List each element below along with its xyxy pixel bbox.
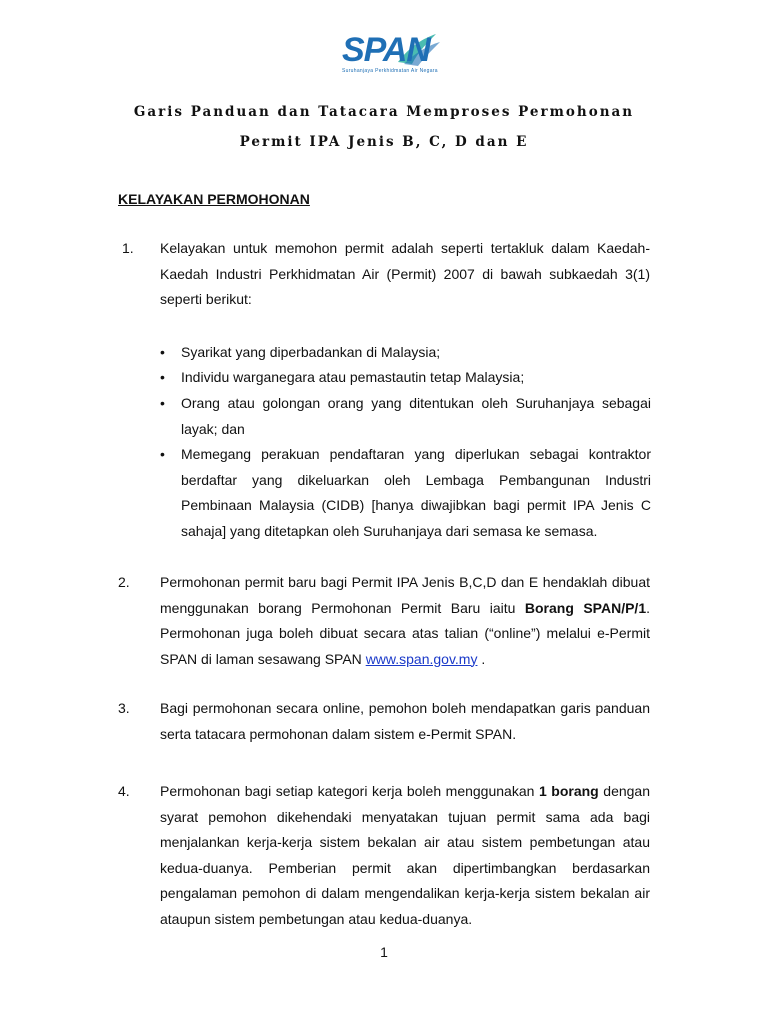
document-title-line-1: Garis Panduan dan Tatacara Memproses Permohonan bbox=[133, 104, 635, 120]
bullet-icon: • bbox=[160, 446, 165, 462]
section-heading: KELAYAKAN PERMOHONAN bbox=[118, 191, 310, 207]
paragraph-text: Permohonan permit baru bagi Permit IPA Jenis B,C,D dan E hendaklah dibuat menggunakan borang Permohonan Permit Baru iaitu Borang SPAN/P/1. Permohonan juga boleh dibuat secara atas talian (“online”) melalui e-Permit SPAN di laman sesawang SPAN www.span.gov.my . bbox=[160, 574, 650, 667]
page-number: 1 bbox=[380, 944, 388, 960]
bullet-icon: • bbox=[160, 369, 165, 385]
paragraph-number: 3. bbox=[118, 700, 130, 716]
list-item-text: Syarikat yang diperbadankan di Malaysia; bbox=[181, 344, 441, 360]
logo-wordmark: SPAN bbox=[342, 31, 430, 69]
paragraph-number: 2. bbox=[118, 574, 130, 590]
logo-tagline: Suruhanjaya Perkhidmatan Air Negara bbox=[342, 68, 438, 74]
form-reference: Borang SPAN/P/1 bbox=[524, 599, 647, 616]
bold-quantity: 1 borang bbox=[538, 783, 599, 799]
span-logo bbox=[338, 28, 450, 80]
document-title-line-2: Permit IPA Jenis B, C, D dan E bbox=[239, 134, 529, 150]
paragraph-text: Kelayakan untuk memohon permit adalah seperti tertakluk dalam Kaedah-Kaedah Industri Perkhidmatan Air (Permit) 2007 di bawah subkaedah 3(1) seperti berikut: bbox=[160, 240, 650, 307]
list-item-text: Individu warganegara atau pemastautin tetap Malaysia; bbox=[181, 369, 525, 385]
list-item-text: Memegang perakuan pendaftaran yang diperlukan sebagai kontraktor berdaftar yang dikeluarkan oleh Lembaga Pembangunan Industri Pembinaan Malaysia (CIDB) [hanya diwajibkan bagi permit IPA Jenis C sahaja] yang ditetapkan oleh Suruhanjaya dari semasa ke semasa. bbox=[181, 446, 651, 539]
paragraph-text: Bagi permohonan secara online, pemohon boleh mendapatkan garis panduan serta tatacara permohonan dalam sistem e-Permit SPAN. bbox=[160, 700, 650, 742]
paragraph-text: Permohonan bagi setiap kategori kerja boleh menggunakan 1 borang dengan syarat pemohon dikehendaki menyatakan tujuan permit sama ada bagi menjalankan kerja-kerja sistem bekalan air atau sistem pembetungan atau kedua-duanya. Pemberian permit akan dipertimbangkan berdasarkan pengalaman pemohon di dalam mengendalikan kerja-kerja sistem bekalan air ataupun sistem pembetungan atau kedua-duanya. bbox=[160, 783, 650, 927]
paragraph-number: 1. bbox=[122, 240, 134, 256]
bullet-icon: • bbox=[160, 344, 165, 360]
span-website-link[interactable]: www.span.gov.my bbox=[365, 650, 478, 667]
bullet-icon: • bbox=[160, 395, 165, 411]
list-item-text: Orang atau golongan orang yang ditentukan oleh Suruhanjaya sebagai layak; dan bbox=[181, 395, 651, 437]
paragraph-number: 4. bbox=[118, 783, 130, 799]
